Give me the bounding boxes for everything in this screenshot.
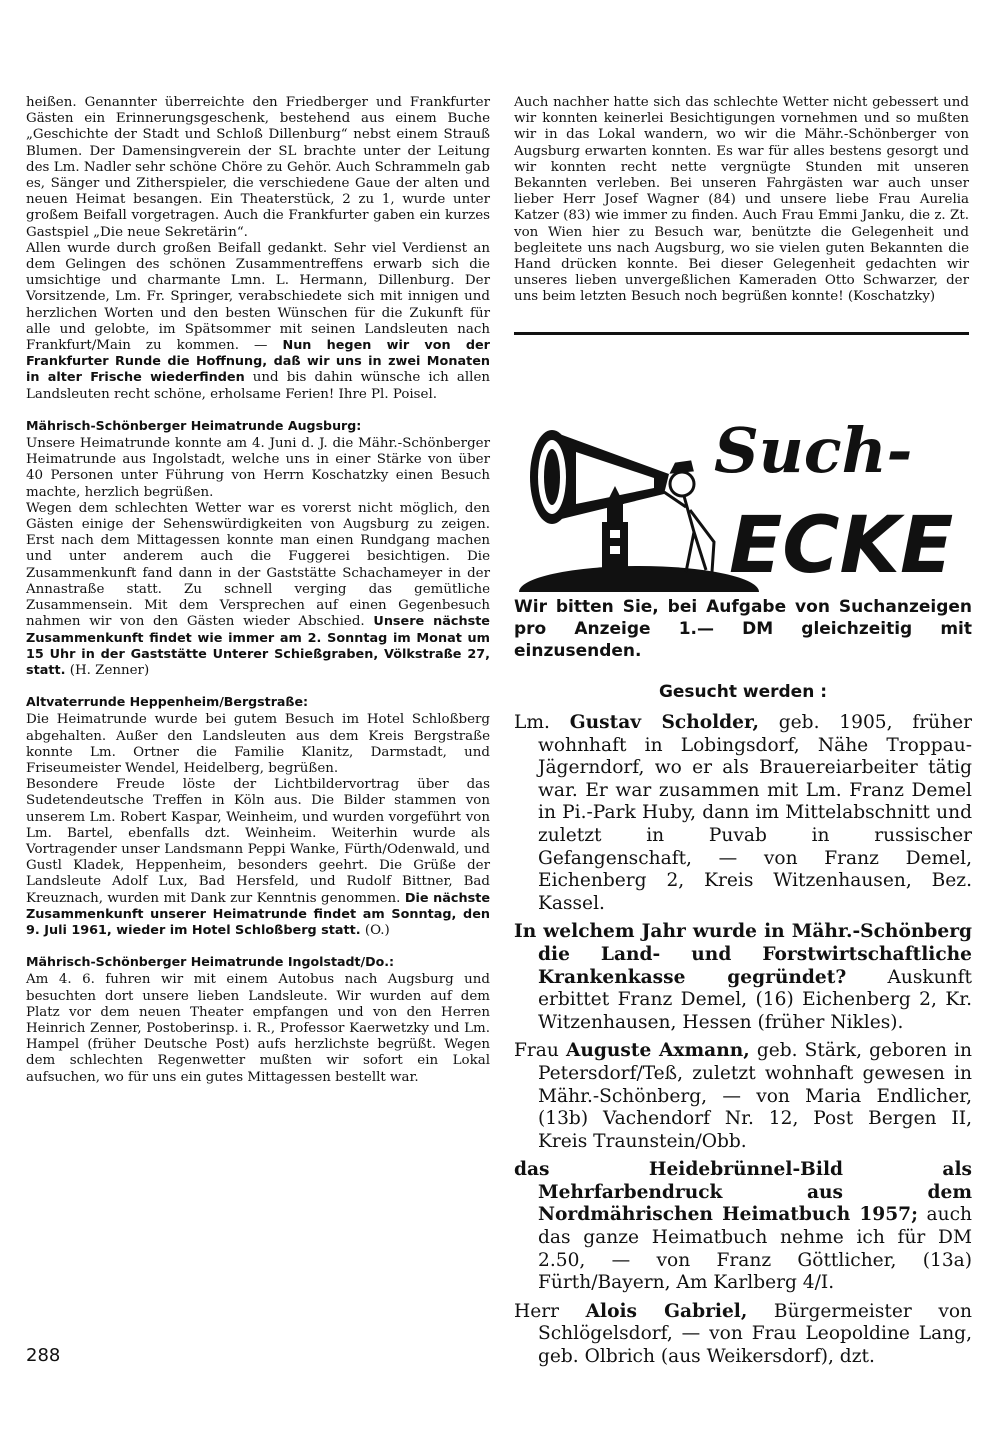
search-ad: Lm. Gustav Scholder, geb. 1905, früher wohnhaft in Lobingsdorf, Nähe Troppau-Jägerndorf, wo er als Brauereiarbeiter tätig war. Er war zusammen mit Lm. Franz Demel in Pi.-Park Huby, dann im Mittelabschnitt und zuletzt in Puvab in russischer Gefangenschaft, — von Franz Demel, Eichenberg 2, Kreis Witzenhausen, Bez. Kassel. [514,712,972,914]
such-ecke-logo [514,412,972,592]
hill-shape [519,566,759,592]
paragraph: Die Heimatrunde wurde bei gutem Besuch im Hotel Schloßberg abgehalten. Außer den Landsleuten aus dem Kreis Bergstraße konnte Lm. Ortner die Familie Klanitz, Darmstadt, und Friseumeister Wendel, Heidelberg, begrüßen. [26,712,490,776]
search-ads [514,712,972,1375]
paragraph: Besondere Freude löste der Lichtbildervortrag über das Sudetendeutsche Treffen in Köln aus. Die Bilder stammen von unserem Lm. Robert Kaspar, Weinheim, und wurden vorgeführt von Lm. Bartel, ebenfalls dzt. Weinheim. Weiterhin wurde als Vortragender unser Landsmann Peppi Wanke, Fürth/Odenwald, und Gustl Kladek, Heppenheim, besonders geehrt. Die Grüße der Landsleute Adolf Lux, Bad Hersfeld, und Rudolf Bittner, Bad Kreuznach, wurden mit Dank zur Kenntnis genommen. Die nächste Zusammenkunft unserer Heimatrunde findet am Sonntag, den 9. Juli 1961, wieder im Hotel Schloßberg statt. (O.) [26,777,491,938]
paragraph: Am 4. 6. fuhren wir mit einem Autobus nach Augsburg und besuchten dort unsere lieben Landsleute. Wir wurden auf dem Platz vor dem neuen Theater empfangen und von den Herren Heinrich Zenner, Postoberinsp. i. R., Professor Kaerwetzky und Lm. Hampel (früher Deutsche Post) aufs herzlichste begrüßt. Wegen dem schlechten Regenwetter mußten wir sofort ein Lokal aufsuchen, wo für uns ein gutes Mittagessen bestellt war. [26,972,490,1085]
paragraph: Unsere Heimatrunde konnte am 4. Juni d. J. die Mähr.-Schönberger Heimatrunde aus Ingolstadt, welche uns in einer Stärke von über 40 Personen unter Führung von Herrn Koschatzky einen Besuch machte, herzlich begrüßen. [26,436,490,500]
right-column [514,95,969,335]
paragraph: heißen. Genannter überreichte den Friedberger und Frankfurter Gästen ein Erinnerungsgeschenk, bestehend aus einem Buche „Geschichte der Stadt und Schloß Dillenburg“ nebst einem Strauß Blumen. Der Damensingverein der SL brachte unter der Leitung des Lm. Nadler sehr schöne Chöre zu Gehör. Auch Schrammeln gab es, Sänger und Zitherspieler, die verschiedene Gaue der alten und neuen Heimat besangen. Ein Theaterstück, 2 zu 1, wurde unter großem Beifall vorgetragen. Auch die Frankfurter gaben ein kurzes Gastspiel „Die neue Sekretärin“. [26,95,490,240]
section-heading: Mährisch-Schönberger Heimatrunde Ingolstadt/Do.: [26,954,395,970]
divider [514,332,969,335]
search-ad: das Heidebrünnel-Bild als Mehrfarbendruck aus dem Nordmährischen Heimatbuch 1957; auch das ganze Heimatbuch nehme ich für DM 2.50, — von Franz Göttlicher, (13a) Fürth/Bayern, Am Karlberg 4/I. [514,1159,972,1294]
logo-word-ecke: ECKE [729,501,954,591]
logo-word-such: Such- [714,414,913,487]
paragraph: Wegen dem schlechten Wetter war es vorerst nicht möglich, den Gästen einige der Sehenswürdigkeiten von Augsburg zu zeigen. Erst nach dem Mittagessen konnte man einen Rundgang machen und unter anderem auch die Fuggerei besichtigen. Die Zusammenkunft fand dann in der Gaststätte Schachameyer in der Annastraße statt. Zu schnell verging das gemütliche Zusammensein. Mit dem Versprechen auf einen Gegenbesuch nahmen wir von den Gästen wieder Abschied. Unsere nächste Zusammenkunft findet wie immer am 2. Sonntag im Monat um 15 Uhr in der Gaststätte Unterer Schießgraben, Völkstraße 27, statt. (H. Zenner) [26,500,490,678]
left-column [26,95,490,1086]
page-number: 288 [26,1345,61,1366]
section-heading: Mährisch-Schönberger Heimatrunde Augsburg: [26,417,362,433]
search-ad: Herr Alois Gabriel, Bürgermeister von Schlögelsdorf, — von Frau Leopoldine Lang, geb. Olbrich (aus Weikersdorf), dzt. [514,1300,972,1368]
wanted-heading: Gesucht werden : [658,682,828,702]
paragraph: Auch nachher hatte sich das schlechte Wetter nicht gebessert und wir konnten keinerlei Besichtigungen vornehmen und so mußten wir in das Lokal wandern, wo wir die Mähr.-Schönberger von Augsburg erwarten konnten. Es war für alles bestens gesorgt und wir konnten recht nette vergnügte Stunden mit unseren Bekannten verleben. Bei unseren Fahrgästen war auch unser lieber Herr Josef Wagner (84) und unsere liebe Frau Aurelia Katzer (83) wie immer zu finden. Auch Frau Emmi Janku, die z. Zt. von Wien hier zu Besuch war, benützte die Gelegenheit und begleitete uns nach Augsburg, wo sie vielen guten Bekannten die Hand drücken konnte. Bei dieser Gelegenheit gedachten wir unseres lieben unvergeßlichen Kameraden Otto Schwarzer, der uns beim letzten Besuch noch begrüßen konnte! (Koschatzky) [514,95,969,305]
megaphone-icon [530,430,669,524]
man-figure-icon [664,462,714,572]
search-ad: In welchem Jahr wurde in Mähr.-Schönberg die Land- und Forstwirtschaftliche Krankenkasse gegründet? Auskunft erbittet Franz Demel, (16) Eichenberg 2, Kr. Witzenhausen, Hessen (früher Nikles). [514,921,972,1033]
search-ad: Frau Auguste Axmann, geb. Stärk, geboren in Petersdorf/Teß, zuletzt wohnhaft gewesen in Mähr.-Schönberg, — von Maria Endlicher, (13b) Vachendorf Nr. 12, Post Bergen II, Kreis Traunstein/Obb. [514,1040,972,1152]
notice-text: Wir bitten Sie, bei Aufgabe von Suchanzeigen pro Anzeige 1.— DM gleichzeitig mit einzusenden. [514,597,972,661]
paragraph: Allen wurde durch großen Beifall gedankt. Sehr viel Verdienst an dem Gelingen des schönen Zusammentreffens erwarb sich die umsichtige und charmante Lmn. L. Hermann, Dillenburg. Der Vorsitzende, Lm. Fr. Springer, verabschiedete sich mit innigen und herzlichen Worten und den besten Wünschen für die Zukunft für alle und gelobte, im Spätsommer mit seinen Landsleuten nach Frankfurt/Main zu kommen. — Nun hegen wir von der Frankfurter Runde die Hoffnung, daß wir uns in zwei Monaten in alter Frische wiederfinden und bis dahin wünsche ich allen Landsleuten recht schöne, erholsame Ferien! Ihre Pl. Poisel. [26,240,490,402]
section-heading: Altvaterrunde Heppenheim/Bergstraße: [26,694,309,710]
